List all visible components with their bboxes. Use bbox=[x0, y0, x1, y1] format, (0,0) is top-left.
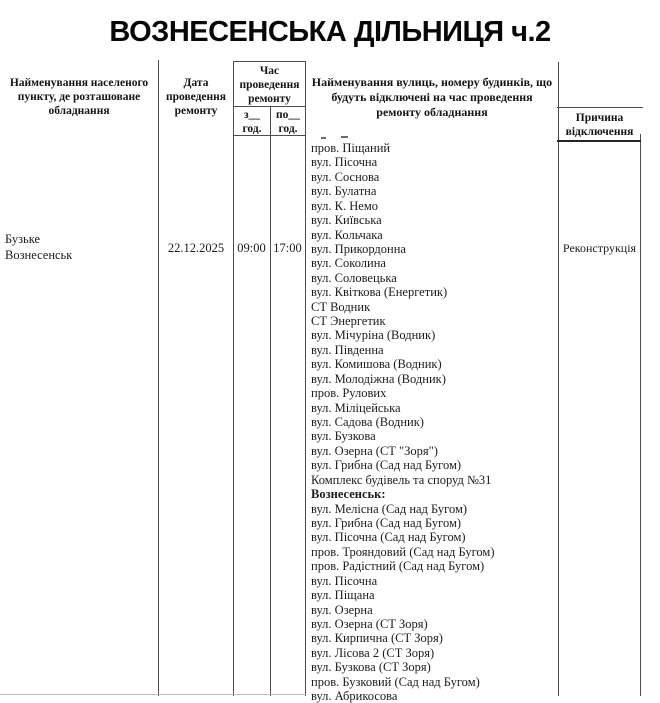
header-streets bbox=[307, 75, 557, 120]
cropped-text-artifact bbox=[321, 137, 326, 139]
time-from-cell: 09:00 bbox=[237, 241, 266, 255]
street-item: вул. Міліцейська bbox=[311, 400, 401, 415]
header-time-line: проведення bbox=[239, 79, 300, 91]
reason-header-bottom-border bbox=[557, 140, 641, 142]
street-item: пров. Піщаний bbox=[311, 141, 391, 155]
header-time-to bbox=[271, 108, 305, 136]
column-divider-date-time bbox=[233, 61, 234, 696]
street-item: вул. Грибна (Сад над Бугом) bbox=[311, 458, 462, 473]
cropped-text-artifact bbox=[341, 136, 348, 138]
street-item: вул. Піщана bbox=[311, 588, 375, 603]
street-item: вул. Київська bbox=[311, 213, 382, 228]
street-item: вул. Булатна bbox=[311, 184, 377, 199]
settlement-cell-line: Бузьке bbox=[5, 232, 41, 246]
street-item: вул. Пісочна (Сад над Бугом) bbox=[311, 530, 466, 545]
street-item: вул. Садова (Водник) bbox=[311, 415, 424, 430]
column-divider-from-to bbox=[270, 107, 271, 696]
street-item: вул. Комишова (Водник) bbox=[311, 357, 442, 372]
streets-list bbox=[311, 141, 556, 703]
header-streets-line: Найменування вулиць, номеру будинків, що bbox=[311, 75, 553, 89]
street-item: СТ Водник bbox=[311, 299, 371, 314]
column-divider-time-streets bbox=[305, 61, 306, 696]
time-header-split-border bbox=[233, 106, 306, 107]
street-item: вул. Пісочна bbox=[311, 573, 378, 588]
street-item: вул. Соколина bbox=[311, 256, 386, 271]
street-item: вул. Південна bbox=[311, 342, 384, 357]
street-item: вул. Абрикосова bbox=[311, 689, 398, 703]
header-streets-line: будуть відключені на час проведення bbox=[331, 90, 533, 104]
column-divider-settlement-date bbox=[158, 60, 159, 696]
header-date-line: проведення bbox=[165, 91, 227, 103]
time-header-top-border bbox=[233, 61, 306, 62]
header-date-line: ремонту bbox=[174, 105, 218, 117]
street-item: вул. Бузкова (СТ Зоря) bbox=[311, 660, 431, 675]
header-settlement-line: пункту, де розташоване bbox=[17, 91, 141, 103]
street-item: вул. Пісочна bbox=[311, 155, 378, 170]
street-item: вул. Соснова bbox=[311, 169, 380, 184]
settlement-cell bbox=[5, 231, 155, 263]
page-title: ВОЗНЕСЕНСЬКА ДІЛЬНИЦЯ ч.2 bbox=[109, 16, 551, 48]
street-item: пров. Бузковий (Сад над Бугом) bbox=[311, 674, 480, 689]
header-date-line: Дата bbox=[183, 77, 209, 89]
street-item: пров. Рулових bbox=[311, 386, 387, 401]
header-time-from bbox=[234, 108, 270, 136]
header-time-from-line: з__ bbox=[243, 109, 261, 121]
header-time-line: ремонту bbox=[248, 93, 291, 105]
header-streets-line: ремонту обладнання bbox=[376, 105, 488, 119]
street-item: вул. Грибна (Сад над Бугом) bbox=[311, 515, 462, 530]
street-item: вул. Озерна (СТ Зоря) bbox=[311, 616, 428, 631]
time-to-cell: 17:00 bbox=[273, 241, 302, 255]
column-divider-streets-reason bbox=[558, 62, 559, 696]
street-item: вул. Соловецька bbox=[311, 270, 397, 285]
settlement-cell-line: Вознесенськ bbox=[5, 248, 73, 262]
header-settlement bbox=[2, 76, 156, 118]
date-cell: 22.12.2025 bbox=[167, 241, 225, 255]
header-settlement-line: обладнання bbox=[48, 105, 110, 117]
header-date bbox=[160, 76, 232, 118]
street-item: Комплекс будівель та споруд №31 bbox=[311, 472, 492, 487]
street-item: вул. Мелісна (Сад над Бугом) bbox=[311, 501, 468, 516]
street-item: СТ Энергетик bbox=[311, 314, 386, 329]
header-time-to-line: год. bbox=[278, 123, 298, 135]
reason-header-top-border bbox=[557, 107, 643, 108]
street-item: вул. Молодіжна (Водник) bbox=[311, 371, 446, 386]
header-reason-line: Причина bbox=[575, 112, 624, 124]
street-item: вул. К. Немо bbox=[311, 198, 378, 213]
street-item: вул. Бузкова bbox=[311, 429, 376, 444]
street-item: вул. Озерна (СТ "Зоря") bbox=[311, 443, 438, 458]
street-item: вул. Мічуріна (Водник) bbox=[311, 328, 436, 343]
header-settlement-line: Найменування населеного bbox=[9, 77, 149, 89]
reason-cell: Реконструкція bbox=[562, 241, 637, 255]
header-time-from-line: год. bbox=[242, 123, 262, 135]
street-item: вул. Кирпична (СТ Зоря) bbox=[311, 631, 443, 646]
reason-column-right-border bbox=[640, 134, 641, 696]
street-item: пров. Трояндовий (Сад над Бугом) bbox=[311, 544, 495, 559]
street-item: вул. Озерна bbox=[311, 602, 373, 617]
street-item: пров. Радістний (Сад над Бугом) bbox=[311, 559, 485, 574]
header-reason-line: відключення bbox=[565, 126, 634, 138]
street-item: вул. Лісова 2 (СТ Зоря) bbox=[311, 645, 435, 660]
street-item: вул. Квіткова (Енергетик) bbox=[311, 285, 448, 300]
header-reason bbox=[559, 111, 640, 139]
header-time bbox=[234, 64, 305, 106]
header-time-line: Час bbox=[259, 65, 280, 77]
header-time-to-line: по__ bbox=[276, 109, 300, 121]
street-item: Вознесенськ: bbox=[311, 487, 386, 502]
street-item: вул. Прикордонна bbox=[311, 241, 406, 256]
street-item: вул. Кольчака bbox=[311, 227, 383, 242]
row-bottom-border bbox=[0, 694, 306, 695]
